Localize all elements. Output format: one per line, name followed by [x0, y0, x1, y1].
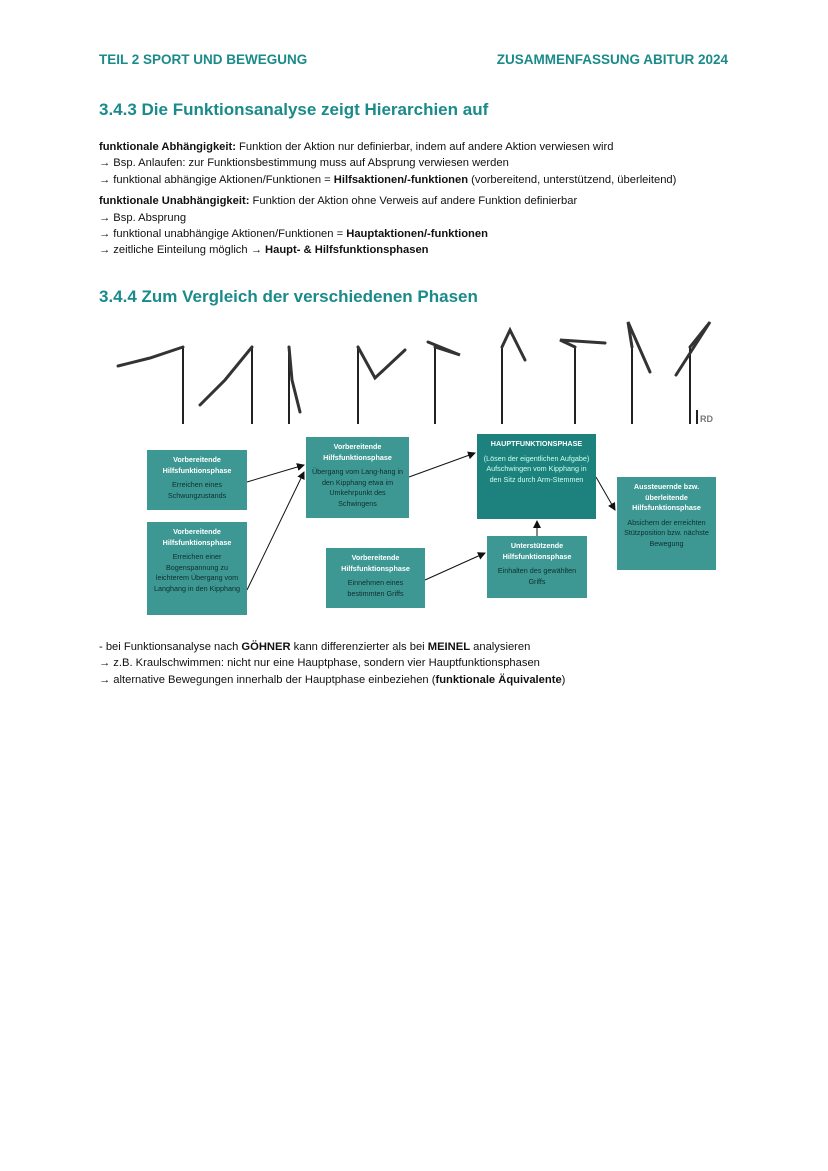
- box-body: Übergang vom Lang-hang in den Kipphang etwa im Umkehrpunkt des Schwingens: [311, 467, 404, 508]
- phase-box-bogenspannung: [147, 522, 247, 615]
- header-right: ZUSAMMENFASSUNG ABITUR 2024: [496, 52, 728, 67]
- box-title: Vorbereitende Hilfsfunktionsphase: [323, 442, 392, 462]
- phase-box-unterstuetzend: [487, 536, 587, 598]
- text: → alternative Bewegungen innerhalb der Hauptphase einbeziehen (: [99, 673, 436, 686]
- box-title: HAUPTFUNKTIONSPHASE: [490, 439, 583, 448]
- text: → Bsp. Anlaufen: zur Funktionsbestimmung muss auf Absprung verwiesen werden: [99, 157, 509, 170]
- text: - bei Funktionsanalyse nach: [99, 641, 242, 653]
- box-body: Einnehmen eines bestimmten Griffs: [347, 578, 404, 598]
- box-title: Vorbereitende Hilfsfunktionsphase: [162, 455, 232, 475]
- text: (vorbereitend, unterstützend, überleitend): [468, 173, 677, 186]
- text: Funktion der Aktion nur definierbar, indem auf andere Aktion verwiesen wird: [235, 141, 614, 153]
- phase-box-griff: [326, 548, 425, 608]
- text: Funktion der Aktion ohne Verweis auf andere Funktion definierbar: [249, 195, 578, 208]
- gymnast-figures: [118, 322, 710, 412]
- term: MEINEL: [427, 641, 471, 653]
- term: GÖHNER: [241, 641, 291, 653]
- main-phase-box: [477, 434, 596, 519]
- header-left: TEIL 2 SPORT UND BEWEGUNG: [99, 52, 308, 67]
- box-title: Unterstützende Hilfsfunktionsphase: [502, 541, 572, 561]
- image-credit: RD: [700, 414, 713, 424]
- text: → z.B. Kraulschwimmen: nicht nur eine Hauptphase, sondern vier Hauptfunktionsphasen: [99, 657, 540, 670]
- box-title: Vorbereitende Hilfsfunktionsphase: [162, 527, 232, 547]
- text: analysieren: [470, 641, 531, 653]
- term: funktionale Abhängigkeit:: [99, 141, 236, 153]
- text: → zeitliche Einteilung möglich →: [99, 244, 266, 257]
- box-body: Erreichen einer Bogenspannung zu leichterem Übergang vom Langhang in den Kipphang: [154, 552, 240, 593]
- box-body: Erreichen eines Schwungzustands: [167, 480, 227, 500]
- term: Hauptaktionen/-funktionen: [346, 228, 488, 241]
- term: Hilfsaktionen/-funktionen: [333, 173, 469, 186]
- section-title-344: 3.4.4 Zum Vergleich der verschiedenen Phasen: [99, 287, 478, 306]
- term: funktionale Unabhängigkeit:: [99, 195, 250, 208]
- box-body: Einhalten des gewählten Griffs: [497, 566, 577, 586]
- summary-text: [99, 639, 565, 688]
- bar-poles: [183, 347, 697, 424]
- phase-box-schwung: [147, 450, 247, 510]
- box-body: (Lösen der eigentlichen Aufgabe) Aufschwingen vom Kipphang in den Sitz durch Arm-Stemmen: [483, 453, 590, 484]
- term: Haupt- & Hilfsfunktionsphasen: [265, 244, 429, 257]
- box-title: Aussteuernde bzw. überleitende Hilfsfunktionsphase: [632, 482, 701, 512]
- section-title-343: 3.4.3 Die Funktionsanalyse zeigt Hierarchien auf: [99, 100, 489, 119]
- phase-box-aussteuernd: [617, 477, 716, 570]
- box-body: Absichern der erreichten Stützposition bzw. nächste Bewegung: [624, 517, 709, 548]
- text: → Bsp. Absprung: [99, 211, 187, 224]
- text: ): [561, 673, 566, 686]
- box-title: Vorbereitende Hilfsfunktionsphase: [341, 553, 410, 573]
- phase-box-uebergang: [306, 437, 409, 518]
- term: funktionale Äquivalente: [435, 673, 562, 686]
- text: → funktional abhängige Aktionen/Funktionen =: [99, 173, 334, 186]
- text: kann differenzierter als bei: [290, 641, 428, 653]
- text: → funktional unabhängige Aktionen/Funktionen =: [99, 228, 347, 241]
